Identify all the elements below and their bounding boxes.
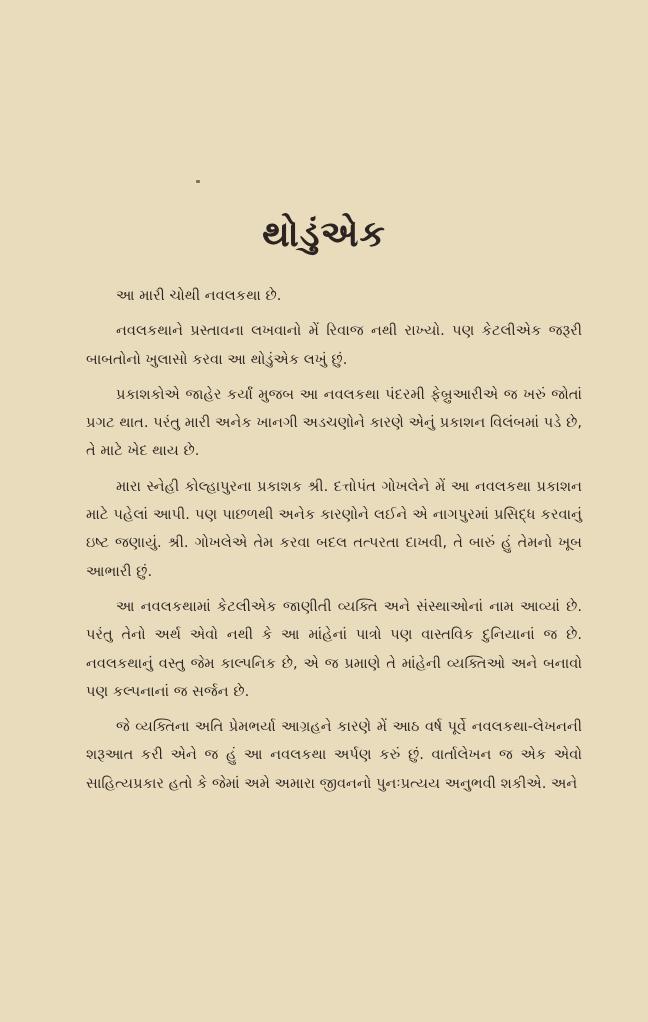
paragraph: જે વ્યક્તિના અતિ પ્રેમભર્યા આગ્રહને કારણે મેં આઠ વર્ષ પૂર્વે નવલકથા-લેખનની શરૂઆત કરી એને જ હું આ નવલકથા અર્પણ કરું છું. વાર્તાલેખન જ એક એવો સાહિત્યપ્રકાર હતો કે જેમાં અમે અમારા જીવનનો પુનઃપ્રત્યય અનુભવી શકીએ. અને bbox=[86, 718, 582, 792]
page-title: થોડુંએક bbox=[262, 214, 386, 255]
body-text bbox=[86, 282, 582, 798]
paragraph: મારા સ્નેહી કોલ્હાપુરના પ્રકાશક શ્રી. દત્તોપંત ગોખલેને મેં આ નવલકથા પ્રકાશન માટે પહેલાં આપી. પણ પાછળથી અનેક કારણોને લઈને એ નાગપુરમાં પ્રસિદ્ધ કરવાનું ઇષ્ટ જણાયું. શ્રી. ગોખલેએ તેમ કરવા બદલ તત્પરતા દાખવી, તે બારું હું તેમનો ખૂબ આભારી છું. bbox=[86, 477, 582, 580]
paragraph: નવલકથાને પ્રસ્તાવના લખવાનો મેં રિવાજ નથી રાખ્યો. પણ કેટલીએક જરૂરી બાબતોનો ખુલાસો કરવા આ થોડુંએક લખું છું. bbox=[86, 322, 582, 368]
paragraph: આ નવલકથામાં કેટલીએક જાણીતી વ્યક્તિ અને સંસ્થાઓનાં નામ આવ્યાં છે. પરંતુ તેનો અર્થ એવો નથી કે આ માંહેનાં પાત્રો પણ વાસ્તવિક દુનિયાનાં જ છે. નવલકથાનું વસ્તુ જેમ કાલ્પનિક છે, એ જ પ્રમાણે તે માંહેની વ્યક્તિઓ અને બનાવો પણ કલ્પનાનાં જ સર્જન છે. bbox=[86, 597, 582, 700]
paragraph: આ મારી ચોથી નવલકથા છે. bbox=[116, 287, 282, 304]
ink-speck bbox=[196, 180, 200, 183]
paragraph: પ્રકાશકોએ જાહેર કર્યાં મુજબ આ નવલકથા પંદરમી ફેબ્રુઆરીએ જ ખરું જોતાં પ્રગટ થાત. પરંતુ મારી અનેક ખાનગી અડચણોને કારણે એનું પ્રકાશન વિલંબમાં પડે છે, તે માટે ખેદ થાય છે. bbox=[86, 385, 582, 460]
